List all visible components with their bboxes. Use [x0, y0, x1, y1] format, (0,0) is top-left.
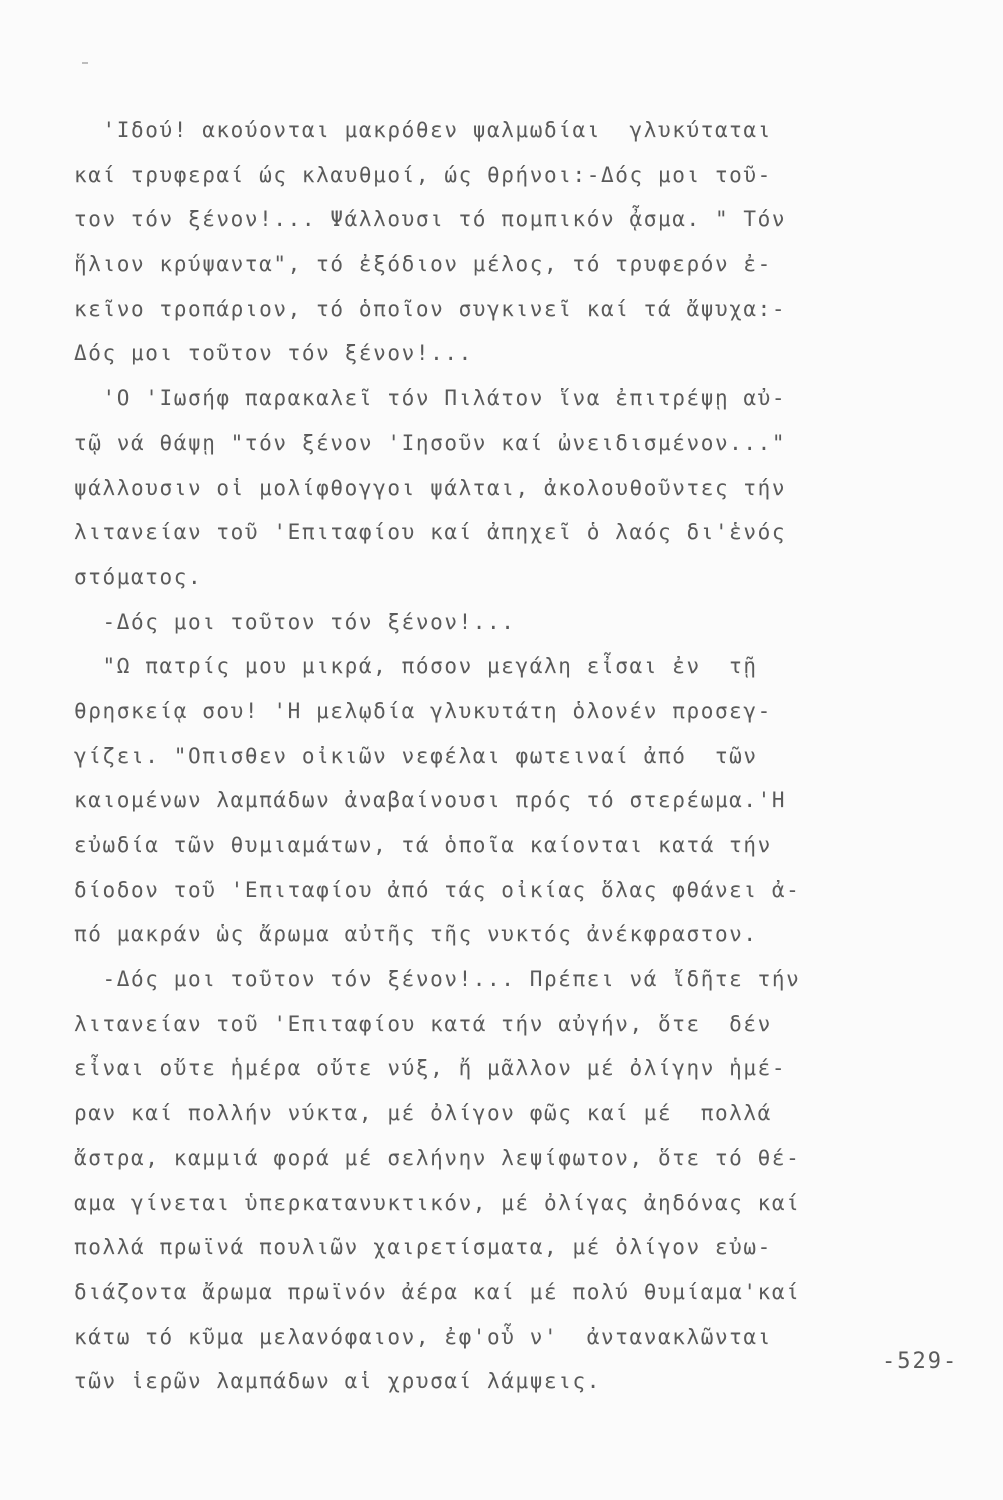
page-number: -529-: [882, 1349, 959, 1374]
text-line: ραν καί πολλήν νύκτα, μέ ὀλίγον φῶς καί μέ πολλά: [74, 1101, 772, 1126]
text-line: στόματος.: [74, 564, 203, 589]
text-line: λιτανείαν τοῦ 'Επιταφίου κατά τήν αὐγήν, ὅτε δέν: [74, 1011, 772, 1036]
text-line: πολλά πρωϊνά πουλιῶν χαιρετίσματα, μέ ὀλίγον εὐω-: [74, 1235, 772, 1260]
text-line: τῷ νά θάψῃ "τόν ξένον 'Ιησοῦν καί ὠνειδισμένον...": [74, 430, 787, 455]
text-line: δίοδον τοῦ 'Επιταφίου ἀπό τάς οἰκίας ὅλας φθάνει ἀ-: [74, 877, 801, 902]
text-line: διάζοντα ἄρωμα πρωϊνόν ἀέρα καί μέ πολύ θυμίαμα'καί: [74, 1279, 801, 1304]
text-line: -Δός μοι τοῦτον τόν ξένον!...: [74, 609, 516, 634]
text-line: ἄστρα, καμμιά φορά μέ σελήνην λεψίφωτον, ὅτε τό θέ-: [74, 1145, 801, 1170]
text-line: κεῖνο τροπάριον, τό ὁποῖον συγκινεῖ καί τά ἄψυχα:-: [74, 296, 787, 321]
text-line: καιομένων λαμπάδων ἀναβαίνουσι πρός τό στερέωμα.'Η: [74, 788, 787, 813]
text-line: 'Ο 'Ιωσήφ παρακαλεῖ τόν Πιλάτον ἵνα ἐπιτρέψῃ αὐ-: [74, 386, 787, 411]
scan-speck: [82, 62, 88, 64]
text-line: καί τρυφεραί ώς κλαυθμοί, ώς θρήνοι:-Δός μοι τοῦ-: [74, 162, 772, 187]
body-text: [74, 108, 964, 1404]
text-line: ψάλλουσιν οἱ μολίφθογγοι ψάλται, ἀκολουθοῦντες τήν: [74, 475, 787, 500]
text-line: τῶν ἱερῶν λαμπάδων αἱ χρυσαί λάμψεις.: [74, 1369, 601, 1394]
text-line: τον τόν ξένον!... Ψάλλουσι τό πομπικόν ᾆσμα. " Τόν: [74, 207, 787, 232]
text-line: εὐωδία τῶν θυμιαμάτων, τά ὁποῖα καίονται κατά τήν: [74, 833, 772, 857]
text-line: -Δός μοι τοῦτον τόν ξένον!... Πρέπει νά ἴδῆτε τήν: [74, 967, 801, 992]
text-line: "Ω πατρίς μου μικρά, πόσον μεγάλη εἶσαι ἐν τῇ: [74, 654, 758, 679]
text-line: 'Ιδού! ακούονται μακρόθεν ψαλμωδίαι γλυκύταται: [74, 118, 772, 142]
text-line: λιτανείαν τοῦ 'Επιταφίου καί ἀπηχεῖ ὁ λαός δι'ἑνός: [74, 520, 787, 545]
text-line: πό μακράν ὡς ἄρωμα αὐτῆς τῆς νυκτός ἀνέκφραστον.: [74, 922, 758, 947]
text-line: Δός μοι τοῦτον τόν ξένον!...: [74, 341, 473, 366]
text-line: κάτω τό κῦμα μελανόφαιον, ἐφ'οὗ ν' ἀντανακλῶνται: [74, 1324, 772, 1349]
text-line: γίζει. "Οπισθεν οἰκιῶν νεφέλαι φωτειναί ἀπό τῶν: [74, 743, 758, 768]
text-line: ἥλιον κρύψαντα", τό ἐξόδιον μέλος, τό τρυφερόν ἐ-: [74, 252, 772, 277]
text-line: θρησκείᾳ σου! 'Η μελῳδία γλυκυτάτη ὁλονέν προσεγ-: [74, 698, 772, 723]
text-line: αμα γίνεται ὑπερκατανυκτικόν, μέ ὀλίγας ἀηδόνας καί: [74, 1190, 801, 1215]
text-line: εἶναι οὔτε ἡμέρα οὔτε νύξ, ἤ μᾶλλον μέ ὀλίγην ἡμέ-: [74, 1056, 787, 1081]
